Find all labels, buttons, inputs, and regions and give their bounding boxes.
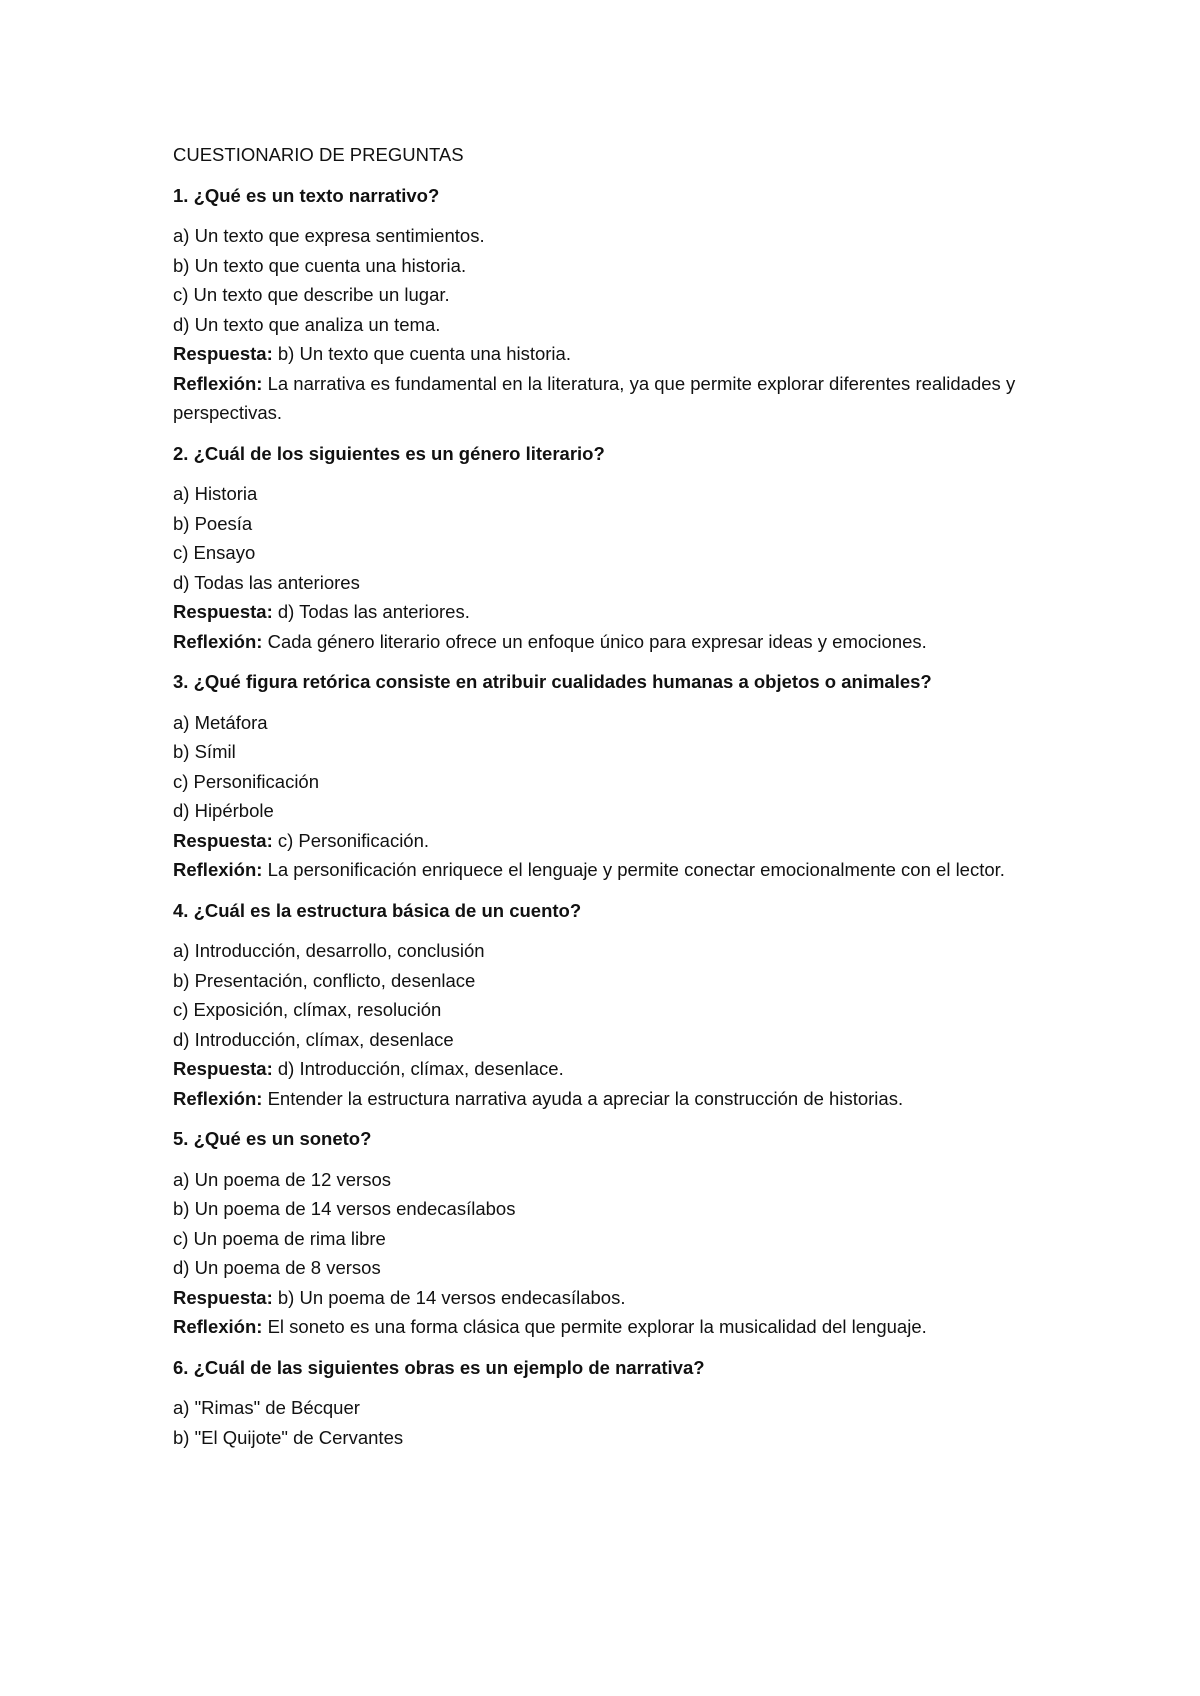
question-5-option-d: d) Un poema de 8 versos (173, 1257, 381, 1278)
question-1-title: 1. ¿Qué es un texto narrativo? (173, 184, 440, 206)
question-5-reflection (173, 1312, 1053, 1342)
question-5-option-c: c) Un poema de rima libre (173, 1227, 386, 1249)
reflection-text: La personificación enriquece el lenguaje y permite conectar emocionalmente con el lector. (267, 859, 1005, 880)
question-2-option-a: a) Historia (173, 483, 258, 504)
question-3-option-a: a) Metáfora (173, 711, 268, 733)
answer-text: b) Un poema de 14 versos endecasílabos. (277, 1286, 626, 1308)
reflection-text: La narrativa es fundamental en la literatura, ya que permite explorar diferentes realidades y perspectivas. (173, 372, 1016, 423)
question-4-option-c: c) Exposición, clímax, resolución (173, 999, 442, 1020)
question-6-block (173, 1393, 1053, 1452)
question-2-answer (173, 597, 1053, 627)
answer-text: d) Introducción, clímax, desenlace. (277, 1058, 564, 1079)
question-5-block (173, 1165, 1053, 1342)
question-1-block (173, 221, 1053, 428)
question-5-option-b: b) Un poema de 14 versos endecasílabos (173, 1198, 516, 1219)
reflection-label: Reflexión: (173, 1087, 263, 1109)
answer-label: Respuesta: (173, 1286, 273, 1308)
answer-text: c) Personificación. (277, 829, 430, 851)
reflection-label: Reflexión: (173, 372, 263, 394)
question-3-option-d: d) Hipérbole (173, 800, 274, 821)
question-4-option-a: a) Introducción, desarrollo, conclusión (173, 940, 485, 961)
question-4-title: 4. ¿Cuál es la estructura básica de un cuento? (173, 899, 582, 921)
reflection-label: Reflexión: (173, 859, 263, 880)
question-2-reflection (173, 627, 1053, 657)
answer-label: Respuesta: (173, 1058, 273, 1079)
reflection-text: Entender la estructura narrativa ayuda a apreciar la construcción de historias. (267, 1087, 904, 1109)
answer-label: Respuesta: (173, 829, 273, 851)
question-3-reflection (173, 855, 1053, 885)
answer-text: b) Un texto que cuenta una historia. (277, 343, 571, 364)
document-page (173, 140, 1053, 1463)
question-2-option-c: c) Ensayo (173, 542, 256, 563)
document-title: CUESTIONARIO DE PREGUNTAS (173, 144, 464, 165)
question-5-option-a: a) Un poema de 12 versos (173, 1168, 392, 1190)
question-4-answer (173, 1054, 1053, 1084)
question-1-option-b: b) Un texto que cuenta una historia. (173, 254, 467, 276)
question-5-answer (173, 1283, 1053, 1313)
question-6-title: 6. ¿Cuál de las siguientes obras es un ejemplo de narrativa? (173, 1356, 705, 1378)
question-3-answer (173, 826, 1053, 856)
reflection-text: Cada género literario ofrece un enfoque único para expresar ideas y emociones. (267, 630, 927, 652)
question-2-title: 2. ¿Cuál de los siguientes es un género literario? (173, 442, 605, 464)
question-1-option-c: c) Un texto que describe un lugar. (173, 284, 450, 305)
question-2-option-b: b) Poesía (173, 512, 253, 534)
reflection-label: Reflexión: (173, 1316, 263, 1337)
question-6-option-b: b) "El Quijote" de Cervantes (173, 1426, 404, 1448)
answer-text: d) Todas las anteriores. (277, 601, 470, 622)
question-6-option-a: a) "Rimas" de Bécquer (173, 1397, 360, 1418)
question-1-reflection (173, 369, 1053, 428)
reflection-text: El soneto es una forma clásica que permite explorar la musicalidad del lenguaje. (267, 1316, 927, 1337)
question-3-block (173, 708, 1053, 885)
answer-label: Respuesta: (173, 343, 273, 364)
reflection-label: Reflexión: (173, 630, 263, 652)
question-4-reflection (173, 1084, 1053, 1114)
question-4-option-d: d) Introducción, clímax, desenlace (173, 1028, 454, 1050)
question-4-block (173, 936, 1053, 1113)
question-3-option-c: c) Personificación (173, 770, 320, 792)
question-1-option-d: d) Un texto que analiza un tema. (173, 313, 441, 335)
question-2-block (173, 479, 1053, 656)
question-3-title: 3. ¿Qué figura retórica consiste en atribuir cualidades humanas a objetos o animales? (173, 671, 932, 692)
question-3-option-b: b) Símil (173, 741, 236, 762)
question-4-option-b: b) Presentación, conflicto, desenlace (173, 969, 476, 991)
question-1-option-a: a) Un texto que expresa sentimientos. (173, 225, 485, 246)
question-5-title: 5. ¿Qué es un soneto? (173, 1128, 372, 1149)
question-2-option-d: d) Todas las anteriores (173, 571, 360, 593)
answer-label: Respuesta: (173, 601, 273, 622)
question-1-answer (173, 339, 1053, 369)
